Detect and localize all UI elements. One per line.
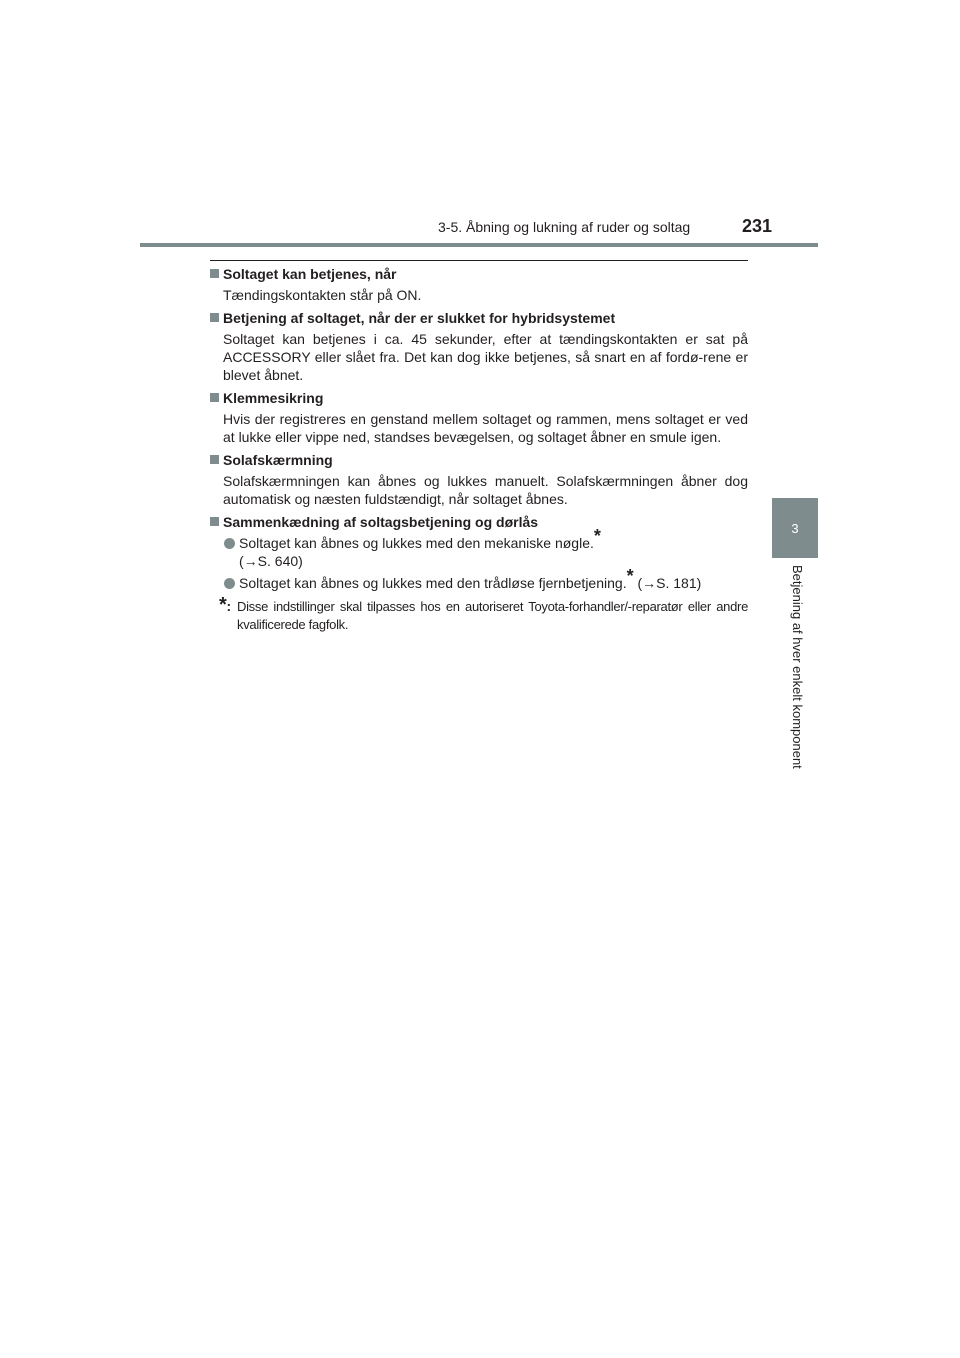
section-door-lock-link	[210, 513, 748, 592]
page-content	[210, 265, 748, 634]
footnote-marker: *:	[219, 594, 231, 616]
section-heading: Betjening af soltaget, når der er slukket for hybridsystemet	[210, 309, 748, 327]
section-jam-protection	[210, 389, 748, 446]
chapter-label: Betjening af hver enkelt komponent	[790, 565, 805, 769]
chapter-tab[interactable]	[772, 498, 818, 558]
square-bullet-icon	[210, 393, 219, 402]
section-heading: Soltaget kan betjenes, når	[210, 265, 748, 283]
section-text: Hvis der registreres en genstand mellem soltaget og rammen, mens soltaget er ved at lukke eller vippe ned, standses bevægelsen, og soltaget åbner en smule igen.	[223, 411, 748, 445]
section-text: Solafskærmningen kan åbnes og lukkes manuelt. Solafskærmningen åbner dog automatisk og næsten fuldstændigt, når soltaget åbnes.	[223, 473, 748, 507]
square-bullet-icon	[210, 517, 219, 526]
page-number: 231	[742, 216, 773, 236]
asterisk-marker: *	[593, 526, 601, 546]
round-bullet-icon	[224, 538, 235, 549]
header-rule	[140, 243, 818, 247]
section-title: 3-5. Åbning og lukning af ruder og soltag	[438, 219, 691, 235]
bullet-item-mechanical-key: Soltaget kan åbnes og lukkes med den mekaniske nøgle.* (→S. 640)	[210, 534, 748, 570]
section-heading: Sammenkædning af soltagsbetjening og dørlås	[210, 513, 748, 531]
square-bullet-icon	[210, 455, 219, 464]
section-text: Tændingskontakten står på ON.	[223, 287, 422, 303]
round-bullet-icon	[224, 578, 235, 589]
footnote-text: Disse indstillinger skal tilpasses hos en autoriseret Toyota-forhandler/-reparatør eller andre kvalificerede fagfolk.	[237, 599, 748, 632]
chapter-number: 3	[791, 520, 799, 536]
square-bullet-icon	[210, 269, 219, 278]
section-heading: Solafskærmning	[210, 451, 748, 469]
section-sunshade	[210, 451, 748, 508]
page-reference-link[interactable]: (→S. 181)	[637, 575, 702, 591]
section-ignition	[210, 265, 748, 304]
square-bullet-icon	[210, 313, 219, 322]
top-divider	[210, 260, 748, 261]
asterisk-marker: *	[626, 566, 634, 586]
footnote	[210, 594, 748, 634]
section-heading: Klemmesikring	[210, 389, 748, 407]
section-text: Soltaget kan betjenes i ca. 45 sekunder, efter at tændingskontakten er sat på ACCESSORY eller slået fra. Det kan dog ikke betjenes, så snart en af fordø-rene er blevet åbnet.	[223, 331, 748, 383]
section-hybrid-off	[210, 309, 748, 384]
bullet-item-wireless-remote: Soltaget kan åbnes og lukkes med den trådløse fjernbetjening.* (→S. 181)	[210, 574, 748, 592]
page-reference-link[interactable]: (→S. 640)	[239, 553, 303, 569]
